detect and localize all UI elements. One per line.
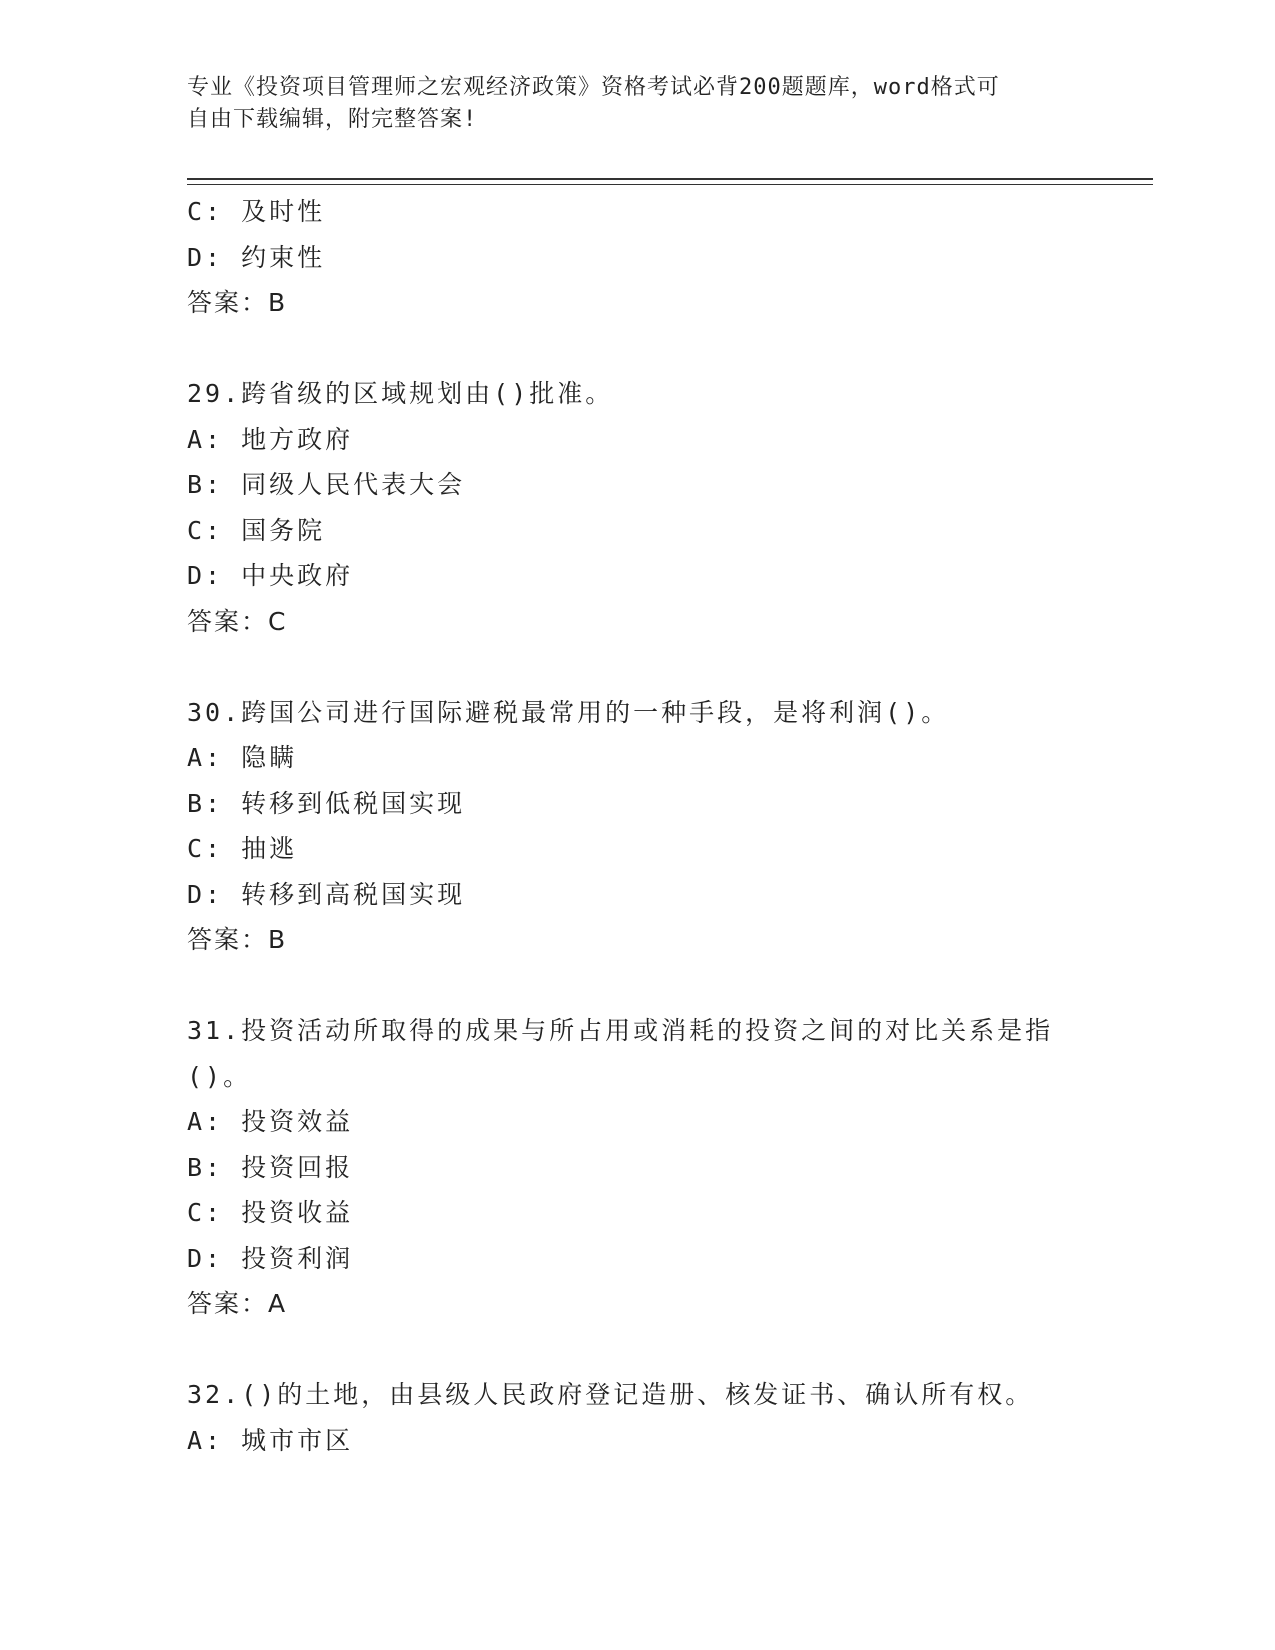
question-31-stem-cont: ()。 <box>187 1061 252 1091</box>
option-b: B: 转移到低税国实现 <box>187 788 466 818</box>
question-32-stem: 32.()的土地，由县级人民政府登记造册、核发证书、确认所有权。 <box>187 1380 1034 1409</box>
header-divider-thin <box>187 184 1153 185</box>
question-29-stem: 29.跨省级的区域规划由()批准。 <box>187 379 614 408</box>
option-a: A: 隐瞒 <box>187 743 298 772</box>
option-a: A: 投资效益 <box>187 1107 354 1136</box>
option-a: A: 地方政府 <box>187 424 354 454</box>
answer-line: 答案：B <box>187 925 288 954</box>
answer-line: 答案：C <box>187 606 288 636</box>
option-c: C: 国务院 <box>187 515 326 545</box>
header-divider-thick <box>187 178 1153 180</box>
header-line-2: 自由下载编辑，附完整答案! <box>187 107 478 132</box>
option-c: C: 抽逃 <box>187 834 298 863</box>
option-b: B: 同级人民代表大会 <box>187 470 466 499</box>
question-31-stem: 31.投资活动所取得的成果与所占用或消耗的投资之间的对比关系是指 <box>187 1016 1054 1045</box>
document-header <box>187 72 1087 136</box>
option-d: D: 中央政府 <box>187 561 354 590</box>
option-b: B: 投资回报 <box>187 1152 354 1182</box>
option-a: A: 城市市区 <box>187 1425 354 1455</box>
option-d: D: 投资利润 <box>187 1243 354 1273</box>
question-30-stem: 30.跨国公司进行国际避税最常用的一种手段，是将利润()。 <box>187 697 950 727</box>
question-list <box>187 189 1087 1463</box>
option-c: C: 投资收益 <box>187 1198 354 1227</box>
option-d: D: 转移到高税国实现 <box>187 879 466 909</box>
answer-line: 答案：B <box>187 288 288 317</box>
answer-line: 答案：A <box>187 1289 288 1318</box>
option-d: D: 约束性 <box>187 242 326 272</box>
header-line-1: 专业《投资项目管理师之宏观经济政策》资格考试必背200题题库，word格式可 <box>187 75 1000 100</box>
option-c: C: 及时性 <box>187 197 326 226</box>
